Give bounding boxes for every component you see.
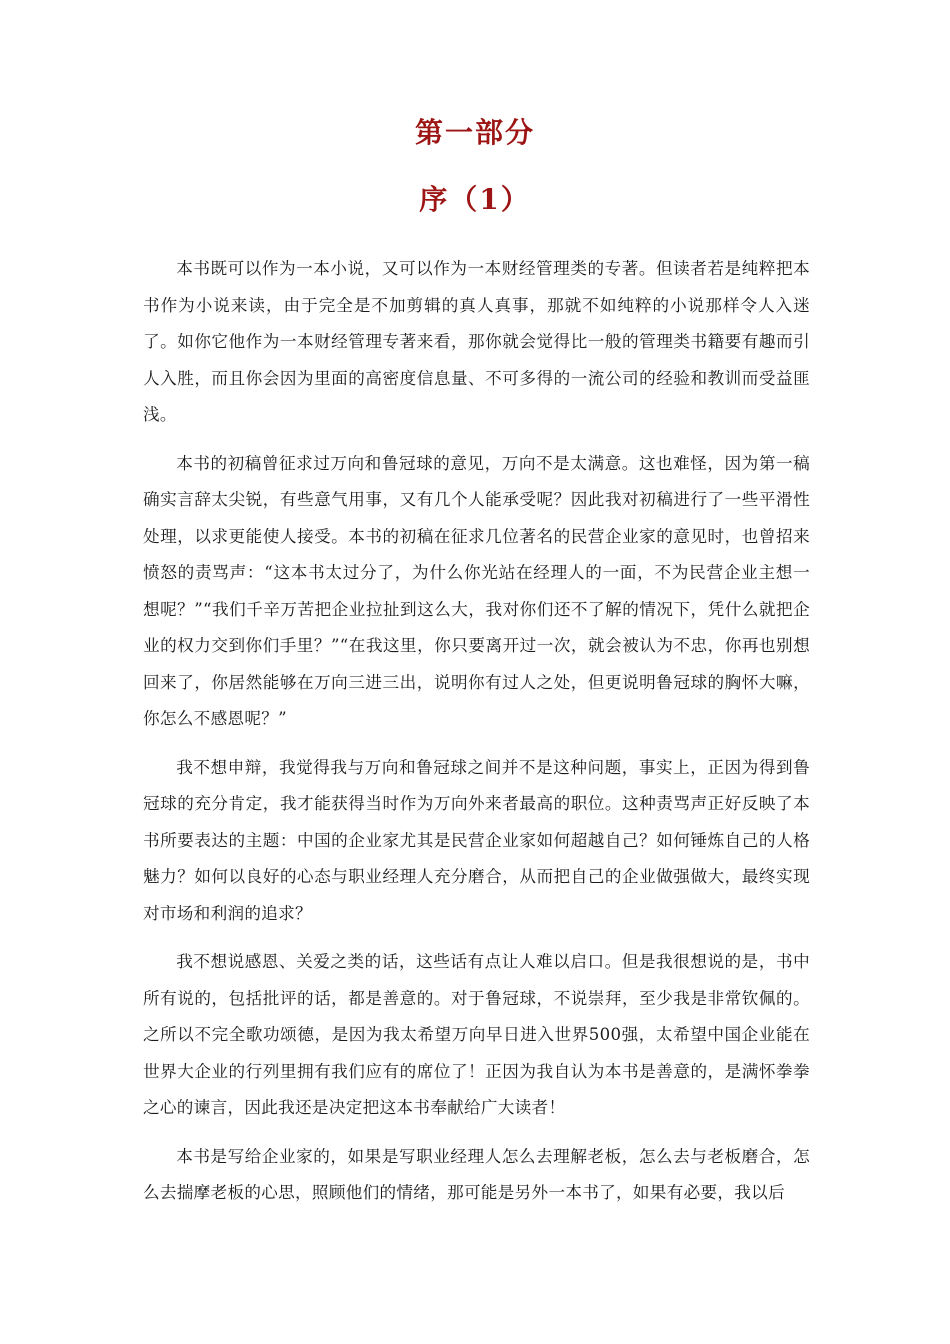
paragraph: 我不想申辩，我觉得我与万向和鲁冠球之间并不是这种问题，事实上，正因为得到鲁冠球的充分肯定，我才能获得当时作为万向外来者最高的职位。这种责骂声正好反映了本书所要表达的主题：中国的企业家尤其是民营企业家如何超越自己？如何锤炼自己的人格魅力？如何以良好的心态与职业经理人充分磨合，从而把自己的企业做强做大，最终实现对市场和利润的追求？ <box>143 757 810 923</box>
paragraph: 本书既可以作为一本小说，又可以作为一本财经管理类的专著。但读者若是纯粹把本书作为小说来读，由于完全是不加剪辑的真人真事，那就不如纯粹的小说那样令人入迷了。如你它他作为一本财经管理专著来看，那你就会觉得比一般的管理类书籍要有趣而引人入胜，而且你会因为里面的高密度信息量、不可多得的一流公司的经验和教训而受益匪浅。 <box>143 259 810 424</box>
part-title: 第一部分 <box>414 116 535 149</box>
section-title: 序（1） <box>419 183 531 216</box>
paragraph: 本书的初稿曾征求过万向和鲁冠球的意见，万向不是太满意。这也难怪，因为第一稿确实言辞太尖锐，有些意气用事，又有几个人能承受呢？因此我对初稿进行了一些平滑性处理，以求更能使人接受。本书的初稿在征求几位著名的民营企业家的意见时，也曾招来愤怒的责骂声：“这本书太过分了，为什么你光站在经理人的一面，不为民营企业主想一想呢？”“我们千辛万苦把企业拉扯到这么大，我对你们还不了解的情况下，凭什么就把企业的权力交到你们手里？”“在我这里，你只要离开过一次，就会被认为不忠，你再也别想回来了，你居然能够在万向三进三出，说明你有过人之处，但更说明鲁冠球的胸怀大嘛，你怎么不感恩呢？” <box>143 453 810 728</box>
paragraph: 我不想说感恩、关爱之类的话，这些话有点让人难以启口。但是我很想说的是，书中所有说的，包括批评的话，都是善意的。对于鲁冠球，不说崇拜，至少我是非常钦佩的。之所以不完全歌功颂德，是因为我太希望万向早日进入世界500强，太希望中国企业能在世界大企业的行列里拥有我们应有的席位了！正因为我自认为本书是善意的，是满怀拳拳之心的谏言，因此我还是决定把这本书奉献给广大读者！ <box>143 952 810 1117</box>
body-text <box>143 251 810 1224</box>
paragraph: 本书是写给企业家的，如果是写职业经理人怎么去理解老板，怎么去与老板磨合，怎么去揣摩老板的心思，照顾他们的情绪，那可能是另外一本书了，如果有必要，我以后 <box>143 1146 810 1202</box>
